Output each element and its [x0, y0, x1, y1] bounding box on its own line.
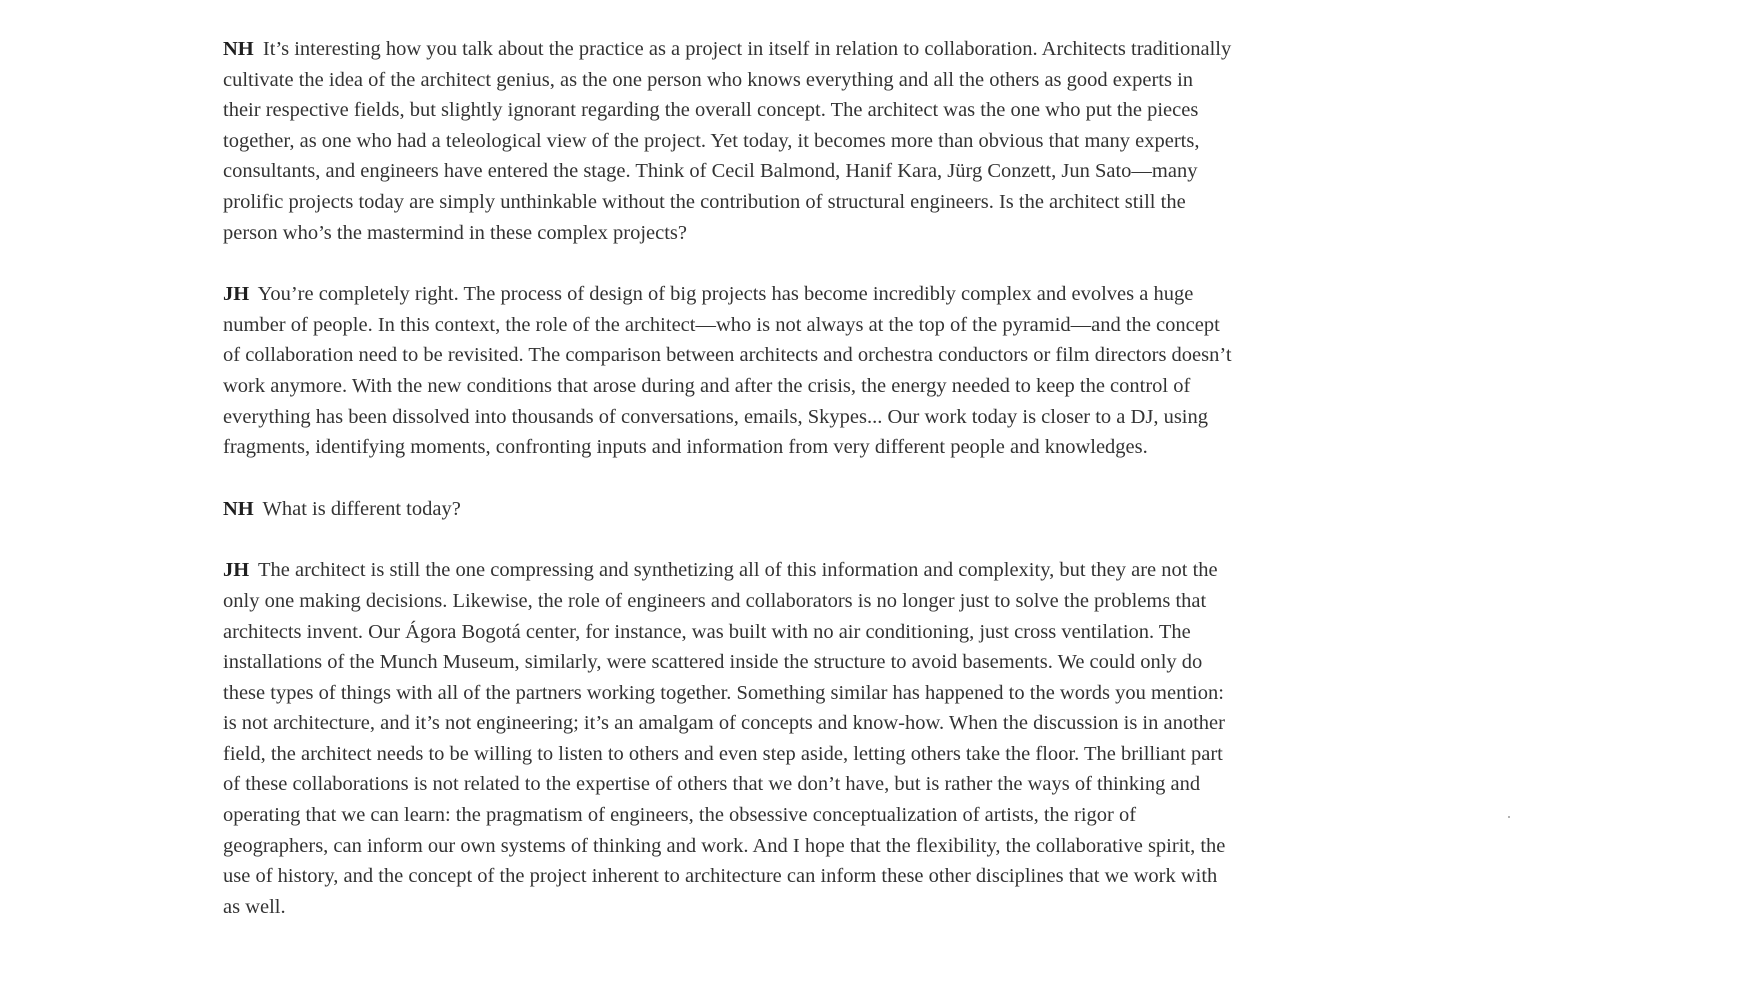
interview-paragraph	[223, 555, 1233, 922]
interview-article	[223, 34, 1233, 953]
speaker-initials: JH	[223, 559, 250, 582]
paragraph-text: The architect is still the one compressing and synthetizing all of this information and complexity, but they are not the only one making decisions. Likewise, the role of engineers and collaborators is no longer just to solve the problems that architects invent. Our Ágora Bogotá center, for instance, was built with no air conditioning, just cross ventilation. The installations of the Munch Museum, similarly, were scattered inside the structure to avoid basements. We could only do these types of things with all of the partners working together. Something similar has happened to the words you mention: is not architecture, and it’s not engineering; it’s an amalgam of concepts and know-how. When the discussion is in another field, the architect needs to be willing to listen to others and even step aside, letting others take the floor. The brilliant part of these collaborations is not related to the expertise of others that we don’t have, but is rather the ways of thinking and operating that we can learn: the pragmatism of engineers, the obsessive conceptualization of artists, the rigor of geographers, can inform our own systems of thinking and work. And I hope that the flexibility, the collaborative spirit, the use of history, and the concept of the project inherent to architecture can inform these other disciplines that we work with as well.	[223, 559, 1226, 918]
speaker-initials: NH	[223, 497, 254, 520]
stray-dot	[1508, 816, 1510, 818]
speaker-initials: NH	[223, 38, 254, 60]
speaker-initials: JH	[223, 283, 250, 306]
paragraph-text: It’s interesting how you talk about the practice as a project in itself in relation to collaboration. Architects traditionally cultivate the idea of the architect genius, as the one person who knows everything and all the others as good experts in their respective fields, but slightly ignorant regarding the overall concept. The architect was the one who put the pieces together, as one who had a teleological view of the project. Yet today, it becomes more than obvious that many experts, consultants, and engineers have entered the stage. Think of Cecil Balmond, Hanif Kara, Jürg Conzett, Jun Sato—many prolific projects today are simply unthinkable without the contribution of structural engineers. Is the architect still the person who’s the mastermind in these complex projects?	[223, 38, 1232, 244]
interview-paragraph	[223, 34, 1233, 248]
interview-paragraph	[223, 279, 1233, 463]
paragraph-text: What is different today?	[262, 497, 461, 520]
paragraph-text: You’re completely right. The process of design of big projects has become incredibly complex and evolves a huge number of people. In this context, the role of the architect—who is not always at the top of the pyramid—and the concept of collaboration need to be revisited. The comparison between architects and orchestra conductors or film directors doesn’t work anymore. With the new conditions that arose during and after the crisis, the energy needed to keep the control of everything has been dissolved into thousands of conversations, emails, Skypes... Our work today is closer to a DJ, using fragments, identifying moments, confronting inputs and information from very different people and knowledges.	[223, 283, 1232, 459]
interview-paragraph	[223, 494, 1233, 525]
